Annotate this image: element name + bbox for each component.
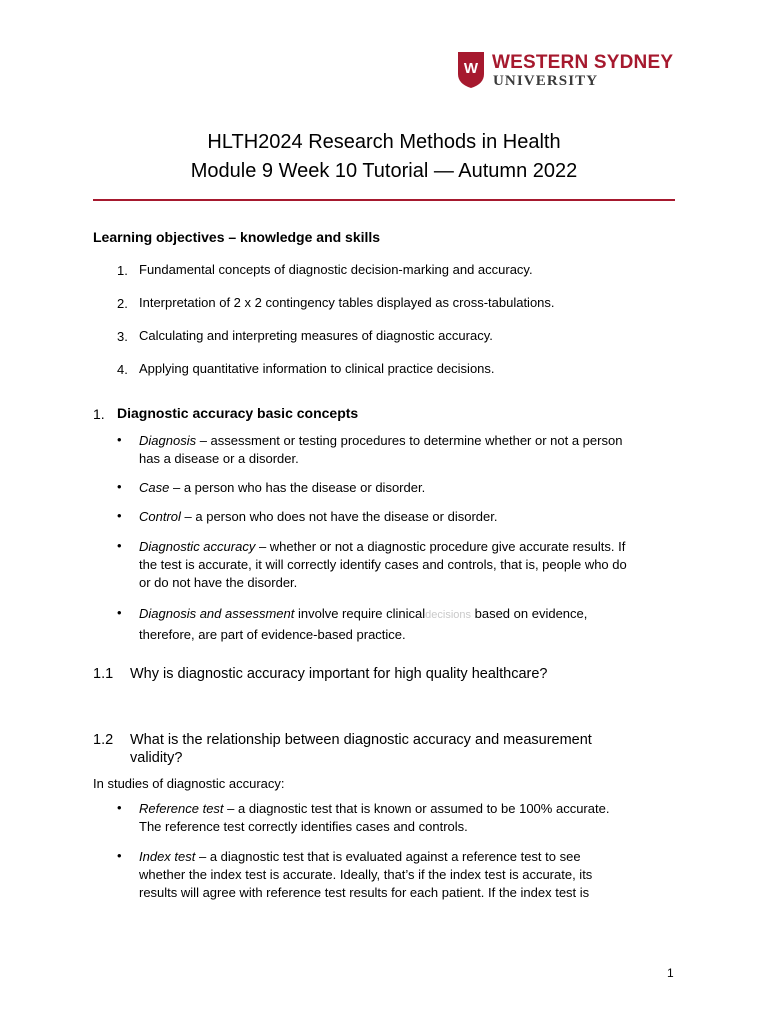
- list-item: Diagnostic accuracy – whether or not a diagnostic procedure give accurate results. If the test is accurate, it will correctly identify cases and controls, that is, people who do or do not have the disorder.: [139, 539, 627, 590]
- faint-annotation: decisions: [425, 609, 471, 621]
- bullet-marker: •: [117, 538, 122, 553]
- list-number: 2.: [117, 296, 128, 311]
- list-item: Index test – a diagnostic test that is evaluated against a reference test to see whether the index test is accurate. Ideally, that’s if the index test is accurate, its results will agree with reference test results for each patient. If the index test is: [139, 849, 593, 900]
- bullet-marker: •: [117, 848, 122, 863]
- question-number: 1.1: [93, 666, 114, 682]
- list-item: Diagnosis – assessment or testing procedures to determine whether or not a person has a disease or a disorder.: [139, 433, 623, 466]
- list-item: Calculating and interpreting measures of diagnostic accuracy.: [139, 328, 493, 343]
- document-title-line2: Module 9 Week 10 Tutorial — Autumn 2022: [190, 160, 578, 182]
- list-number: 1.: [117, 263, 128, 278]
- list-item: Case – a person who has the disease or disorder.: [139, 480, 426, 495]
- shield-icon: [458, 52, 484, 88]
- bullet-marker: •: [117, 479, 122, 494]
- bullet-marker: •: [117, 800, 122, 815]
- list-item: Reference test – a diagnostic test that is known or assumed to be 100% accurate. The reference test correctly identifies cases and controls.: [139, 801, 610, 834]
- document-title-line1: HLTH2024 Research Methods in Health: [207, 131, 561, 153]
- list-number: 3.: [117, 329, 128, 344]
- bullet-marker: •: [117, 605, 122, 620]
- studies-intro: In studies of diagnostic accuracy:: [93, 776, 285, 791]
- title-divider: [93, 199, 675, 201]
- list-item: Applying quantitative information to clinical practice decisions.: [139, 361, 495, 376]
- list-item: Control – a person who does not have the disease or disorder.: [139, 509, 498, 524]
- objectives-heading: Learning objectives – knowledge and skills: [93, 229, 381, 245]
- bullet-marker: •: [117, 432, 122, 447]
- list-item: Interpretation of 2 x 2 contingency tables displayed as cross-tabulations.: [139, 295, 555, 310]
- logo-line1: WESTERN SYDNEY: [492, 52, 674, 73]
- list-item: Diagnosis and assessment involve require clinicaldecisions based on evidence, therefore, are part of evidence-based practice.: [139, 606, 588, 642]
- question-text: What is the relationship between diagnostic accuracy and measurement: [130, 732, 592, 748]
- university-logo: [458, 52, 688, 92]
- logo-line2: UNIVERSITY: [493, 73, 599, 89]
- list-item: Fundamental concepts of diagnostic decision-marking and accuracy.: [139, 262, 533, 277]
- bullet-marker: •: [117, 508, 122, 523]
- page-number: 1: [667, 966, 674, 980]
- section-heading: Diagnostic accuracy basic concepts: [117, 405, 359, 421]
- list-number: 4.: [117, 362, 128, 377]
- section-number: 1.: [93, 406, 105, 422]
- svg-text:W: W: [463, 60, 479, 77]
- question-text: Why is diagnostic accuracy important for high quality healthcare?: [130, 666, 548, 682]
- question-text-continued: validity?: [130, 750, 183, 766]
- question-number: 1.2: [93, 732, 114, 748]
